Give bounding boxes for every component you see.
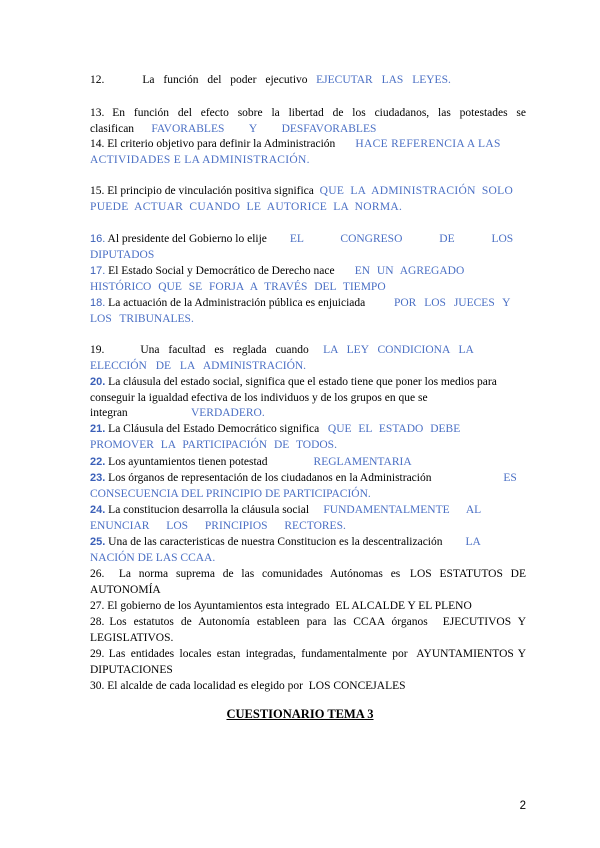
- question-12: [90, 73, 526, 89]
- question-21: [90, 422, 526, 453]
- question-text: El Estado Social y Democrático de Derecho nace: [108, 265, 335, 277]
- answer-text: POR LOS JUECES Y LOS TRIBUNALES.: [90, 297, 511, 325]
- question-text: Una facultad es reglada cuando: [140, 344, 309, 356]
- question-number: 17.: [90, 265, 106, 277]
- answer-text: FAVORABLES Y DESFAVORABLES: [151, 122, 377, 135]
- question-number: 15.: [90, 185, 105, 197]
- question-16: [90, 232, 526, 263]
- question-text: La actuación de la Administración pública es enjuiciada: [108, 297, 366, 309]
- question-number: 26.: [90, 568, 105, 580]
- answer-text: LA NACIÓN DE LAS CCAA.: [90, 536, 481, 564]
- answer-text: FUNDAMENTALMENTE AL ENUNCIAR LOS PRINCIPIOS RECTORES.: [90, 504, 481, 532]
- answer-text: AYUNTAMIENTOS Y DIPUTACIONES: [90, 648, 527, 676]
- question-number: 23.: [90, 472, 106, 484]
- answer-text: ES CONSECUENCIA DEL PRINCIPIO DE PARTICIPACIÓN.: [90, 472, 517, 500]
- question-23: [90, 471, 526, 502]
- question-24: [90, 503, 526, 534]
- question-number: 30.: [90, 680, 105, 692]
- question-number: 18.: [90, 297, 106, 309]
- question-18: [90, 296, 526, 327]
- question-text: Una de las caracteristicas de nuestra Constitucion es la descentralización: [108, 536, 443, 548]
- question-13: [90, 106, 526, 137]
- question-text: Los órganos de representación de los ciudadanos en la Administración: [108, 472, 432, 484]
- answer-text: EN UN AGREGADO HISTÓRICO QUE SE FORJA A TRAVÉS DEL TIEMPO: [90, 265, 465, 293]
- question-30: [90, 679, 526, 695]
- question-number: 16.: [90, 233, 106, 245]
- question-number: 12.: [90, 74, 105, 86]
- question-text: La constitucion desarrolla la cláusula social: [108, 504, 310, 516]
- question-27: [90, 599, 526, 615]
- answer-text: LOS CONCEJALES: [308, 680, 406, 692]
- question-28: [90, 615, 526, 646]
- question-number: 20.: [90, 376, 106, 388]
- question-text: Los ayuntamientos tienen potestad: [108, 456, 268, 468]
- question-text: Las entidades locales estan integradas, fundamentalmente por: [108, 648, 408, 660]
- question-number: 19.: [90, 344, 105, 356]
- question-number: 22.: [90, 456, 106, 468]
- question-number: 14.: [90, 138, 105, 150]
- question-26: [90, 567, 526, 598]
- answer-text: EJECUTIVOS Y LEGISLATIVOS.: [90, 616, 527, 644]
- section-title: CUESTIONARIO TEMA 3: [226, 707, 374, 721]
- answer-text: EJECUTAR LAS LEYES.: [316, 74, 451, 86]
- question-text: El criterio objetivo para definir la Administración: [107, 138, 336, 150]
- question-19: [90, 343, 526, 374]
- answer-text: VERDADERO.: [190, 407, 265, 420]
- question-17: [90, 264, 526, 295]
- question-20: [90, 375, 526, 422]
- question-text: La función del poder ejecutivo: [142, 74, 308, 86]
- question-number: 24.: [90, 504, 106, 516]
- question-number: 27.: [90, 600, 105, 612]
- question-number: 28.: [90, 616, 105, 628]
- question-29: [90, 647, 526, 678]
- answer-text: LA LEY CONDICIONA LA ELECCIÓN DE LA ADMINISTRACIÓN.: [90, 344, 474, 372]
- question-number: 21.: [90, 423, 106, 435]
- question-15: [90, 184, 526, 215]
- answer-text: REGLAMENTARIA: [313, 456, 412, 468]
- answer-text: HACE REFERENCIA A LAS ACTIVIDADES E LA ADMINISTRACIÓN.: [90, 138, 501, 166]
- question-number: 29.: [90, 648, 105, 660]
- question-text: El gobierno de los Ayuntamientos esta integrado: [107, 600, 330, 612]
- question-number: 13.: [90, 107, 105, 119]
- answer-text: QUE EL ESTADO DEBE PROMOVER LA PARTICIPACIÓN DE TODOS.: [90, 423, 461, 451]
- question-text: El principio de vinculación positiva significa: [107, 185, 314, 197]
- question-14: [90, 137, 526, 168]
- page-number: 2: [519, 800, 526, 812]
- question-text: La norma suprema de las comunidades Autónomas es: [118, 568, 401, 580]
- answer-text: QUE LA ADMINISTRACIÓN SOLO PUEDE ACTUAR CUANDO LE AUTORICE LA NORMA.: [90, 185, 514, 213]
- question-text: La cláusula del estado social, significa que el estado tiene que poner los medios para conseguir la igualdad efectiva de los individuos y de los grupos en que se integran: [90, 376, 497, 420]
- question-text: Al presidente del Gobierno lo elije: [107, 233, 267, 245]
- question-text: El alcalde de cada localidad es elegido por: [107, 680, 303, 692]
- question-text: La Cláusula del Estado Democrático significa: [108, 423, 320, 435]
- answer-text: LOS ESTATUTOS DE AUTONOMÍA: [90, 568, 527, 596]
- question-22: [90, 455, 526, 471]
- question-25: [90, 535, 526, 566]
- question-text: Los estatutos de Autonomía estableen para las CCAA órganos: [109, 616, 428, 628]
- answer-text: EL CONGRESO DE LOS DIPUTADOS: [90, 233, 514, 261]
- question-number: 25.: [90, 536, 106, 548]
- question-text: En función del efecto sobre la libertad de los ciudadanos, las potestades se clasifican: [90, 107, 527, 135]
- answer-text: EL ALCALDE Y EL PLENO: [335, 600, 472, 612]
